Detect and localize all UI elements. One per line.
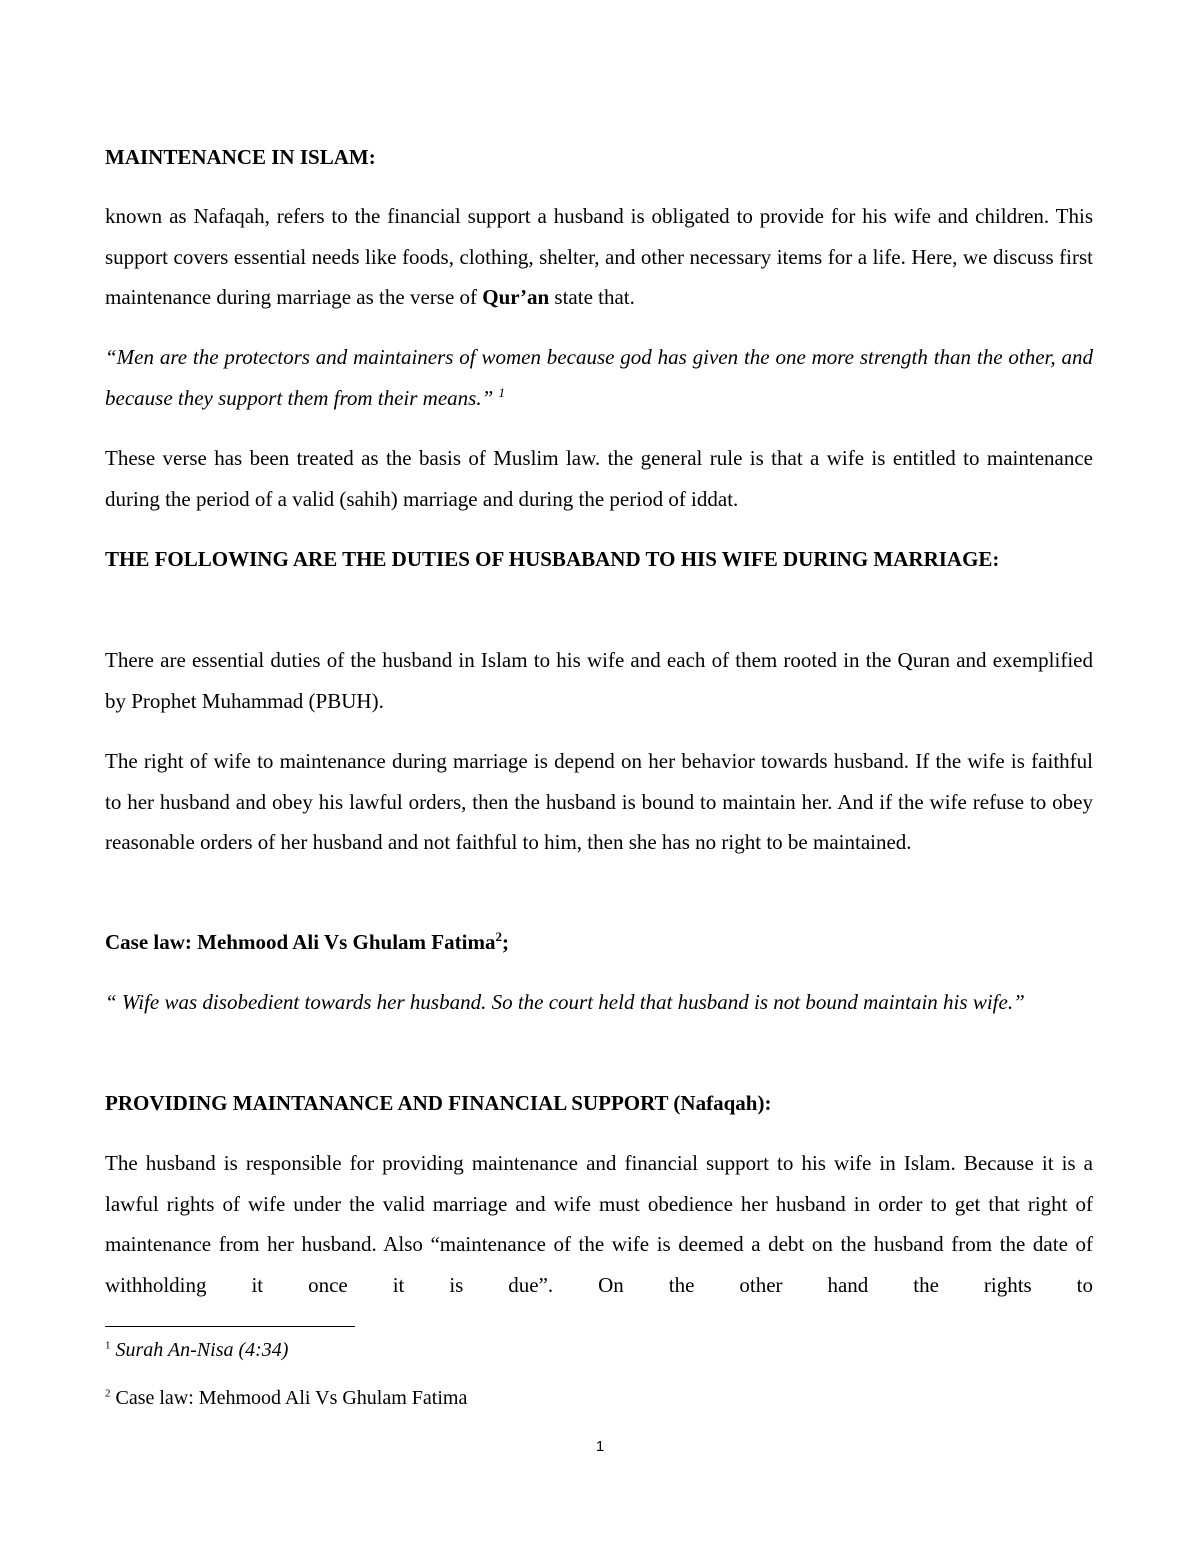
basis-paragraph: These verse has been treated as the basis of Muslim law. the general rule is that a wife is entitled to maintenance during the period of a valid (sahih) marriage and during the period of iddat. bbox=[105, 446, 1093, 511]
duties-heading: THE FOLLOWING ARE THE DUTIES OF HUSBABAND TO HIS WIFE DURING MARRIAGE: bbox=[105, 547, 1000, 571]
footnote-2-mark: 2 bbox=[105, 1387, 111, 1400]
footnote-1 bbox=[105, 1336, 1005, 1364]
duties-intro-paragraph: There are essential duties of the husband in Islam to his wife and each of them rooted in the Quran and exemplified by Prophet Muhammad (PBUH). bbox=[105, 648, 1093, 713]
footnote-1-text: Surah An-Nisa (4:34) bbox=[115, 1339, 289, 1361]
case-law-heading bbox=[105, 922, 1093, 963]
financial-support-heading: PROVIDING MAINTANANCE AND FINANCIAL SUPPORT (Nafaqah): bbox=[105, 1091, 772, 1115]
footnote-separator bbox=[105, 1326, 355, 1327]
footnote-ref-2[interactable]: 2 bbox=[495, 929, 502, 944]
footnote-2-text: Case law: Mehmood Ali Vs Ghulam Fatima bbox=[115, 1387, 468, 1409]
quran-quote bbox=[105, 337, 1093, 418]
section-heading: MAINTENANCE IN ISLAM: bbox=[105, 145, 376, 169]
intro-text: known as Nafaqah, refers to the financial support a husband is obligated to provide for his wife and children. This support covers essential needs like foods, clothing, shelter, and other necessary items for a life. Here, we discuss first maintenance during marriage as the verse of bbox=[105, 204, 1093, 309]
page-number-text: 1 bbox=[595, 1438, 605, 1455]
court-quote: “ Wife was disobedient towards her husband. So the court held that husband is not bound maintain his wife.” bbox=[105, 990, 1025, 1014]
intro-text-end: state that. bbox=[549, 285, 635, 309]
intro-paragraph bbox=[105, 196, 1093, 318]
quran-bold-word: Qur’an bbox=[482, 285, 550, 309]
page-number bbox=[0, 1438, 1200, 1455]
footnote-1-mark: 1 bbox=[105, 1339, 111, 1352]
footnote-2 bbox=[105, 1384, 1005, 1412]
financial-support-paragraph: The husband is responsible for providing maintenance and financial support to his wife in Islam. Because it is a lawful rights of wife under the valid marriage and wife must obedience her husband in order to get that right of maintenance from her husband. Also “maintenance of the wife is deemed a debt on the husband from the date of withholding it once it is due”. On the other hand the rights to bbox=[105, 1151, 1093, 1297]
wife-right-paragraph: The right of wife to maintenance during marriage is depend on her behavior towards husband. If the wife is faithful to her husband and obey his lawful orders, then the husband is bound to maintain her. And if the wife refuse to obey reasonable orders of her husband and not faithful to him, then she has no right to be maintained. bbox=[105, 749, 1093, 854]
case-law-text: Case law: Mehmood Ali Vs Ghulam Fatima bbox=[105, 930, 496, 954]
case-law-semicolon: ; bbox=[501, 930, 509, 954]
footnote-ref-1[interactable]: 1 bbox=[498, 384, 506, 400]
quote-text: “Men are the protectors and maintainers of women because god has given the one more strength than the other, and because they support them from their means.” bbox=[105, 345, 1093, 410]
